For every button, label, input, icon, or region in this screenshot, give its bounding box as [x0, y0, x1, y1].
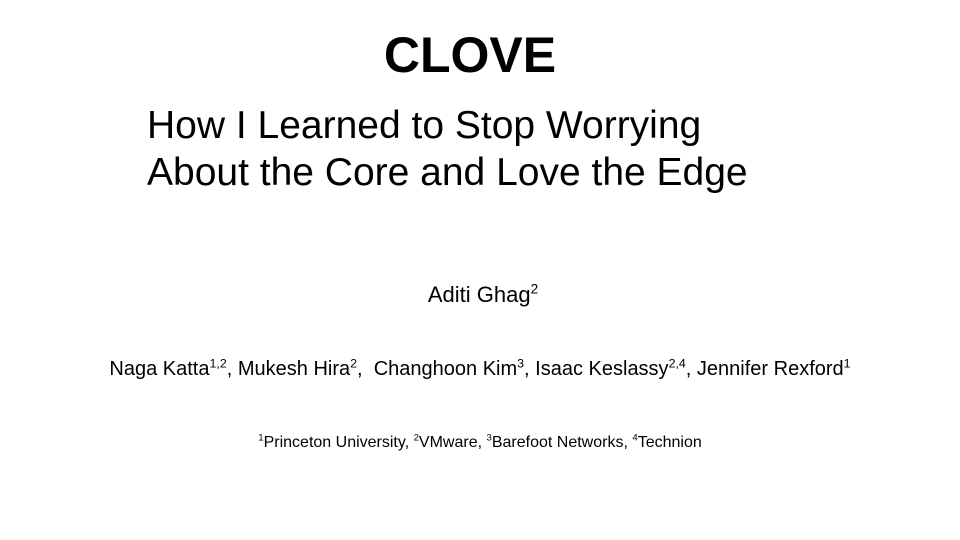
affiliation-separator: , — [477, 434, 487, 451]
affiliation — [414, 434, 487, 451]
author-affiliation-sup: 2,4 — [668, 356, 686, 371]
author-list — [0, 358, 960, 381]
author-separator: , — [524, 358, 536, 380]
author — [535, 358, 697, 380]
affiliation-name: Technion — [637, 434, 702, 451]
affiliation-sup: 3 — [486, 432, 492, 444]
author-name: Changhoon Kim — [373, 358, 518, 380]
affiliation — [632, 434, 701, 451]
affiliation-name: Barefoot Networks — [491, 434, 624, 451]
subtitle-line-2: About the Core and Love the Edge — [147, 151, 748, 194]
author — [109, 358, 237, 380]
author-affiliation-sup: 2 — [350, 356, 358, 371]
author — [697, 358, 851, 380]
author-name: Naga Katta — [109, 358, 210, 380]
affiliation — [258, 434, 413, 451]
slide-subtitle — [147, 102, 748, 196]
affiliation-name: Princeton University — [263, 434, 405, 451]
author-affiliation-sup: 3 — [517, 356, 525, 371]
affiliation-separator: , — [404, 434, 414, 451]
subtitle-line-1: How I Learned to Stop Worrying — [147, 104, 702, 147]
presenter-name — [0, 282, 960, 308]
presenter-name-text: Aditi Ghag — [427, 282, 531, 307]
affiliation-sup: 1 — [258, 432, 264, 444]
author-name: Isaac Keslassy — [535, 358, 669, 380]
author — [238, 358, 374, 380]
presenter-affiliation-sup: 2 — [530, 281, 539, 297]
author-affiliation-sup: 1,2 — [209, 356, 227, 371]
affiliation — [487, 434, 633, 451]
author-name: Mukesh Hira — [237, 358, 351, 380]
affiliation-name: VMware — [418, 434, 478, 451]
affiliation-sup: 2 — [413, 432, 419, 444]
affiliation-sup: 4 — [632, 432, 638, 444]
slide-title: CLOVE — [383, 27, 557, 83]
affiliation-list — [0, 434, 960, 452]
affiliation-separator: , — [623, 434, 633, 451]
author-name: Jennifer Rexford — [696, 358, 844, 380]
author-separator: , — [226, 358, 238, 380]
author-separator: , — [357, 358, 374, 380]
author — [374, 358, 535, 380]
author-affiliation-sup: 1 — [843, 356, 851, 371]
author-separator: , — [685, 358, 697, 380]
